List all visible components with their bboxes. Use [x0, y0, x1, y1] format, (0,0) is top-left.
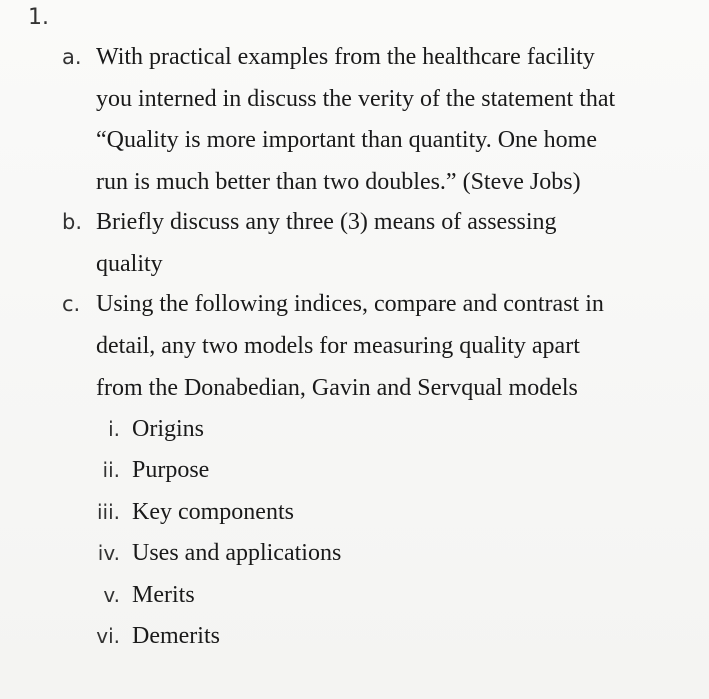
part-b-line-1: Briefly discuss any three (3) means of assessing	[96, 209, 557, 235]
part-c-line-2: detail, any two models for measuring quality apart	[96, 333, 580, 359]
part-c-line-1: Using the following indices, compare and contrast in	[96, 291, 604, 317]
index-marker: iv.	[97, 541, 120, 565]
part-a-line-2: you interned in discuss the verity of the statement that	[96, 86, 616, 112]
question-number: 1.	[28, 5, 49, 30]
part-a-line-3: “Quality is more important than quantity. One home	[96, 127, 597, 153]
index-label: Demerits	[132, 623, 220, 649]
index-label: Origins	[132, 416, 204, 442]
part-b-line-2: quality	[96, 251, 163, 277]
index-marker: iii.	[96, 500, 120, 524]
part-b-marker: b.	[62, 210, 83, 234]
part-c-marker: c.	[62, 292, 81, 316]
index-label: Merits	[132, 582, 195, 608]
part-c-line-3: from the Donabedian, Gavin and Servqual models	[96, 375, 578, 401]
index-label: Purpose	[132, 457, 210, 483]
part-a-line-1: With practical examples from the healthcare facility	[96, 44, 595, 70]
index-marker: vi.	[96, 624, 120, 648]
index-marker: v.	[103, 583, 120, 607]
index-label: Key components	[132, 499, 294, 525]
index-marker: ii.	[102, 458, 120, 482]
part-a-line-4: run is much better than two doubles.” (Steve Jobs)	[96, 169, 581, 195]
index-label: Uses and applications	[132, 540, 342, 566]
index-marker: i.	[108, 417, 120, 441]
part-a-marker: a.	[62, 45, 82, 69]
